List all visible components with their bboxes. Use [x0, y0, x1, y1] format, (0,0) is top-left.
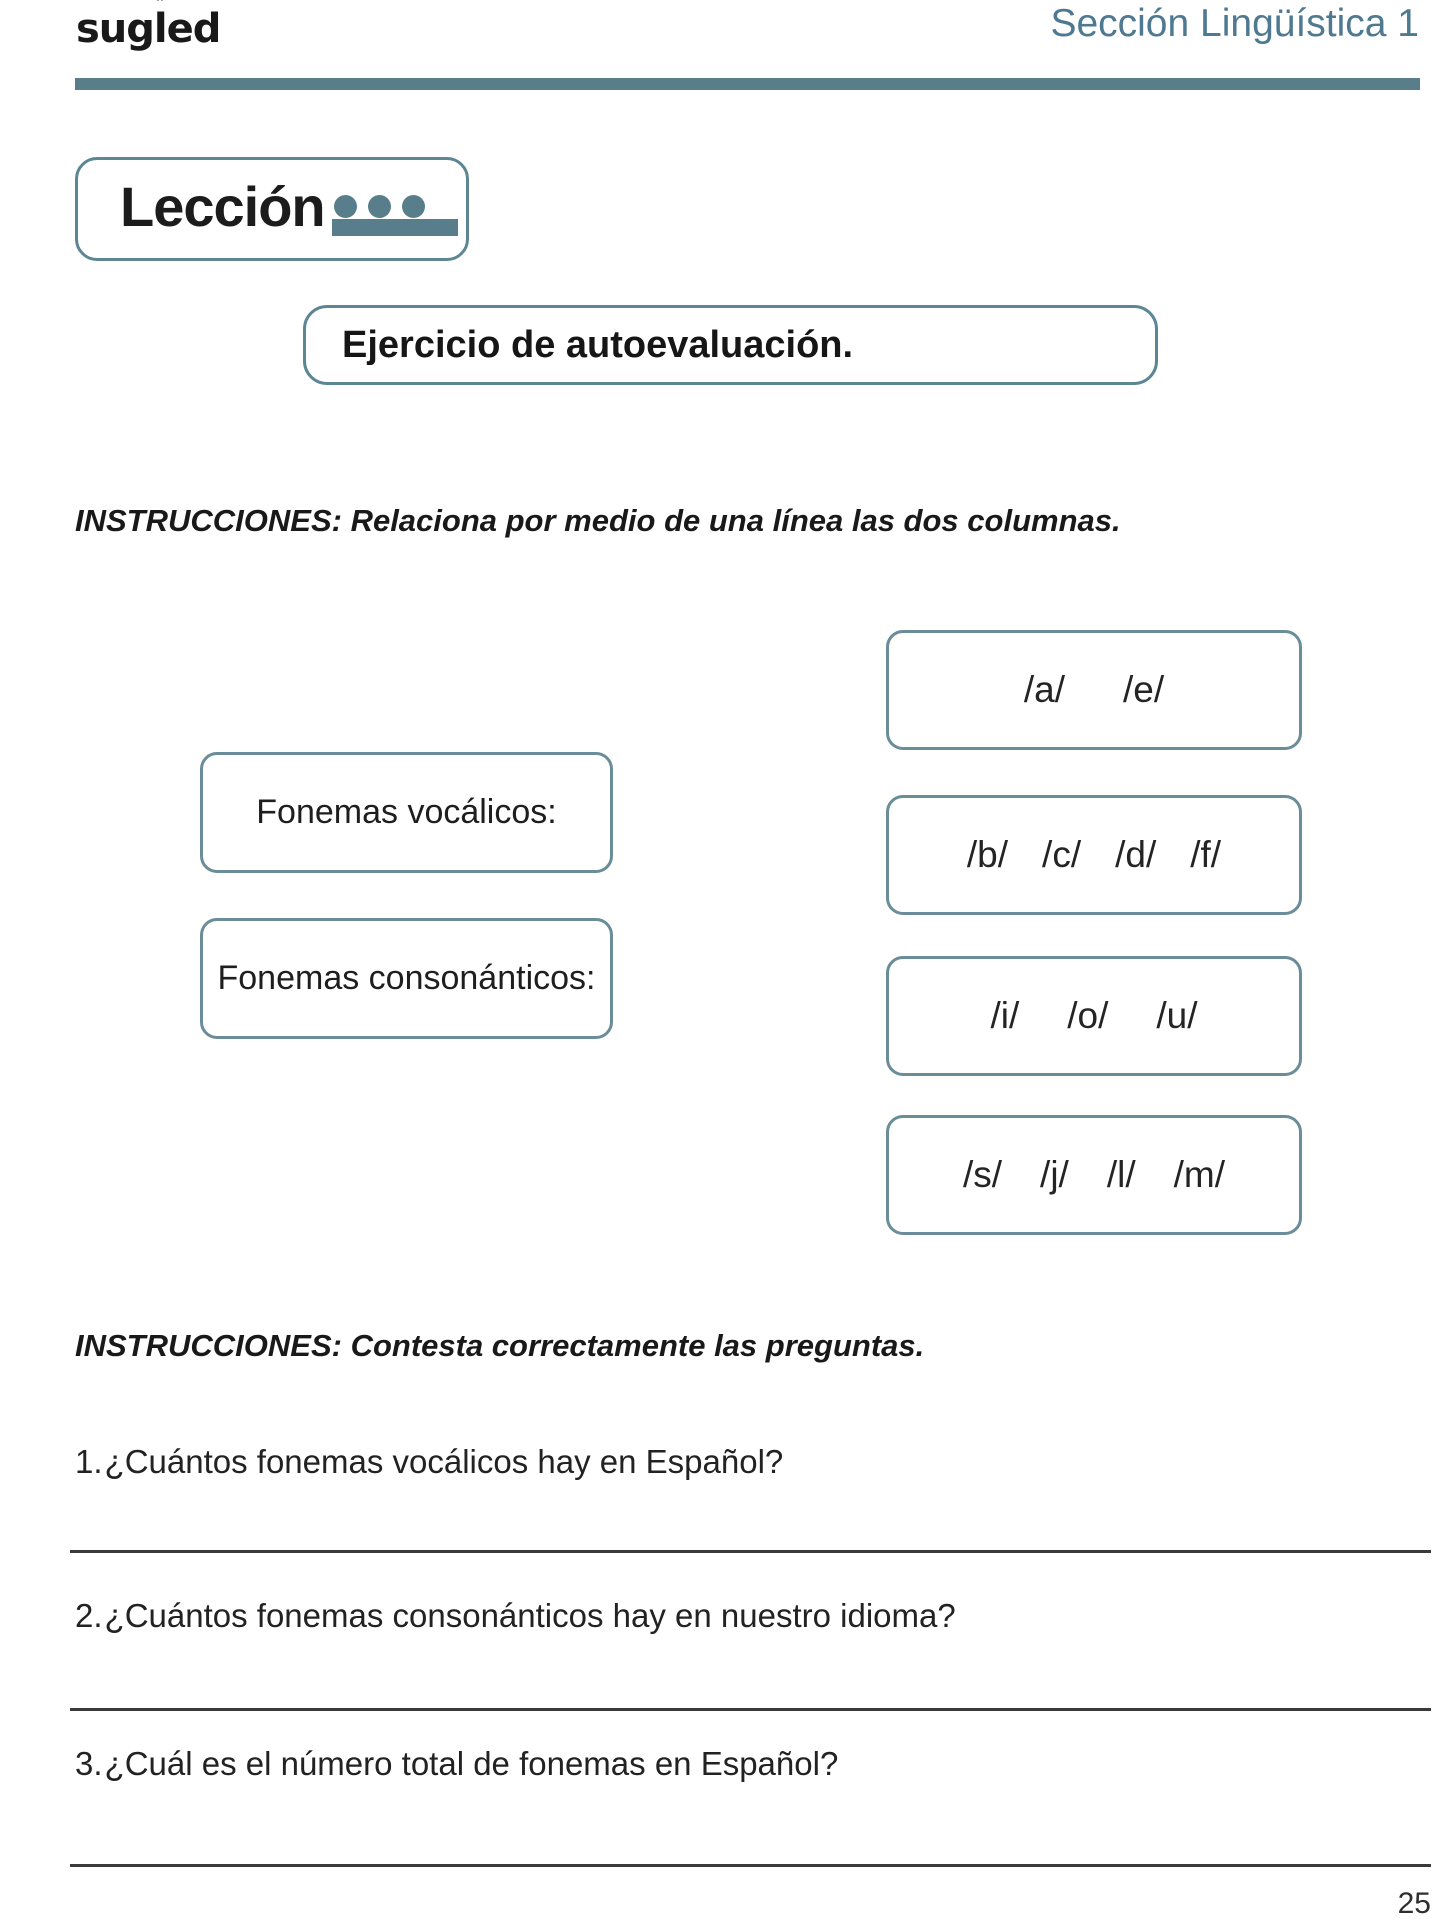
answer-line	[70, 1708, 1431, 1711]
phoneme: /j/	[1040, 1154, 1069, 1195]
match-right-box-1	[886, 630, 1302, 750]
underline-bar	[332, 219, 458, 236]
page-number: 25	[1397, 1887, 1431, 1920]
question-2	[75, 1597, 956, 1635]
answer-line	[70, 1864, 1431, 1867]
tulip-flower-icon	[150, 0, 170, 9]
exercise-title-box	[303, 305, 1158, 385]
match-left-box-vocalicos	[200, 752, 613, 873]
left-box-label: Fonemas consonánticos:	[217, 959, 596, 997]
question-1	[75, 1443, 783, 1481]
answer-line	[70, 1550, 1431, 1553]
instructions-questions: INSTRUCCIONES: Contesta correctamente las preguntas.	[75, 1328, 925, 1363]
question-number: 2.	[75, 1597, 103, 1634]
match-left-box-consonanticos	[200, 918, 613, 1039]
phoneme: /a/	[1023, 669, 1065, 710]
phoneme: /s/	[962, 1154, 1003, 1195]
three-dots-icon	[334, 195, 425, 218]
logo-text-stem: l	[153, 6, 167, 52]
logo-text-suffix: ed	[166, 6, 221, 52]
section-title: Sección Lingüística 1	[1050, 2, 1419, 45]
phoneme: /d/	[1115, 834, 1157, 875]
phoneme: /c/	[1042, 834, 1082, 875]
question-text: ¿Cuántos fonemas vocálicos hay en Español?	[104, 1443, 784, 1480]
left-box-label: Fonemas vocálicos:	[256, 793, 557, 831]
question-3	[75, 1745, 838, 1783]
header-divider	[75, 78, 1420, 90]
phoneme: /o/	[1067, 995, 1109, 1036]
lesson-badge-decoration	[332, 160, 458, 258]
match-right-box-4	[886, 1115, 1302, 1235]
phoneme: /e/	[1123, 669, 1165, 710]
lesson-badge	[75, 157, 469, 261]
lesson-label: Lección	[120, 175, 325, 238]
exercise-title: Ejercicio de autoevaluación.	[342, 323, 854, 366]
question-number: 1.	[75, 1443, 103, 1480]
phoneme: /f/	[1190, 834, 1222, 875]
match-right-box-2	[886, 795, 1302, 915]
phoneme: /i/	[990, 995, 1020, 1036]
instructions-matching: INSTRUCCIONES: Relaciona por medio de una línea las dos columnas.	[75, 503, 1121, 538]
phoneme: /m/	[1173, 1154, 1225, 1195]
question-text: ¿Cuántos fonemas consonánticos hay en nuestro idioma?	[104, 1597, 956, 1634]
logo-text-prefix: sug	[76, 6, 154, 52]
phoneme: /b/	[966, 834, 1009, 875]
phoneme: /u/	[1156, 995, 1198, 1036]
match-right-box-3	[886, 956, 1302, 1076]
phoneme: /l/	[1106, 1154, 1136, 1195]
question-number: 3.	[75, 1745, 103, 1782]
sugled-logo	[76, 6, 220, 52]
question-text: ¿Cuál es el número total de fonemas en Español?	[104, 1745, 839, 1782]
